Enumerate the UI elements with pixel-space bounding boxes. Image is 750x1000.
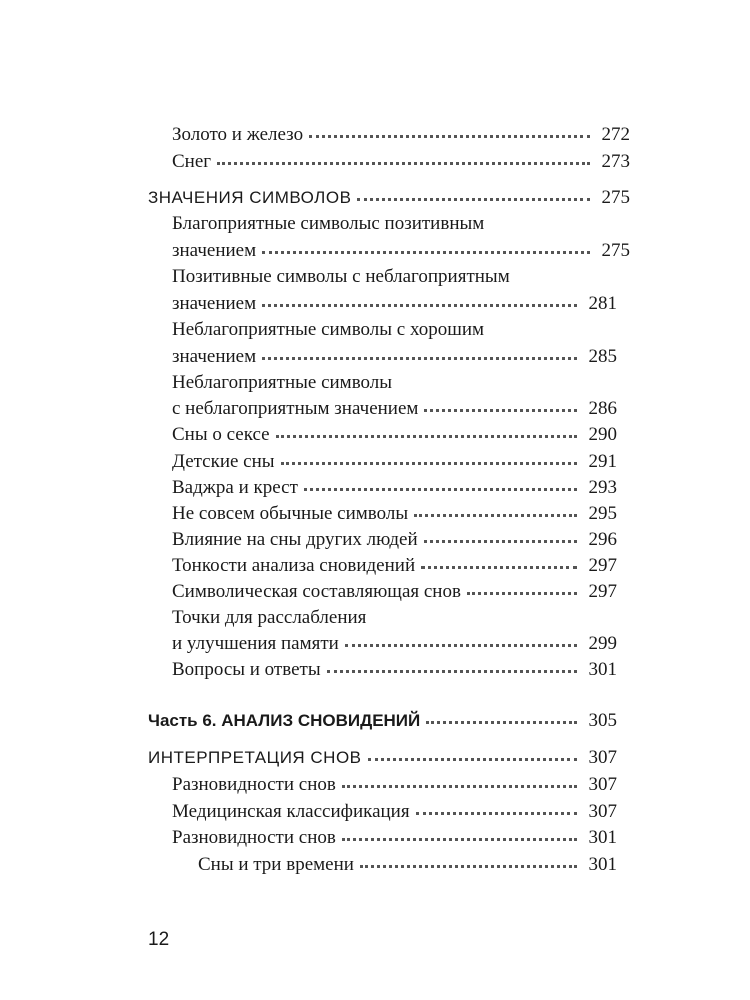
toc-entry[interactable] (172, 344, 617, 370)
toc-entry[interactable] (172, 527, 617, 553)
page-number: 12 (148, 929, 170, 950)
toc-entry[interactable] (172, 149, 630, 175)
toc-entry-title: значением (172, 346, 257, 367)
toc-entry-page: 301 (588, 854, 617, 875)
toc-entry-page: 307 (588, 774, 617, 795)
dot-leader (217, 162, 590, 165)
dot-leader (276, 435, 577, 438)
toc-entry-title: значением (172, 240, 257, 261)
dot-leader (342, 785, 577, 788)
toc-entry[interactable] (172, 579, 617, 605)
dot-leader (309, 135, 590, 138)
dot-leader (281, 462, 577, 465)
toc-section-heading[interactable] (148, 745, 617, 771)
toc-section-heading[interactable] (148, 185, 630, 211)
dot-leader (421, 566, 577, 569)
toc-entry-page: 275 (601, 187, 630, 208)
toc-entry[interactable] (198, 852, 617, 878)
dot-leader (345, 644, 577, 647)
toc-entry-page: 297 (588, 581, 617, 602)
toc-entry[interactable] (172, 291, 617, 317)
toc-entry-page: 295 (588, 503, 617, 524)
dot-leader (304, 488, 577, 491)
toc-part-heading[interactable] (148, 708, 617, 734)
toc-entry-title: Влияние на сны других людей (172, 529, 418, 550)
toc-entry[interactable] (172, 501, 617, 527)
toc-entry-title: ИНТЕРПРЕТАЦИЯ СНОВ (148, 748, 362, 767)
dot-leader (262, 357, 577, 360)
toc-entry-page: 273 (601, 151, 630, 172)
dot-leader (467, 592, 577, 595)
toc-entry-title: Детские сны (172, 451, 275, 472)
toc-entry-title: Сны и три времени (198, 854, 354, 875)
toc-entry-title: Не совсем обычные символы (172, 503, 409, 524)
toc-entry-page: 307 (588, 801, 617, 822)
toc-entry[interactable] (172, 657, 617, 683)
toc-entry-page: 285 (588, 346, 617, 367)
toc-entry-line1: Благоприятные символыс позитивным (172, 213, 485, 234)
toc-entry-title: и улучшения памяти (172, 633, 339, 654)
dot-leader (360, 865, 577, 868)
toc-entry-page: 307 (588, 747, 617, 768)
dot-leader (327, 670, 577, 673)
toc-entry[interactable] (172, 825, 617, 851)
dot-leader (426, 721, 577, 724)
toc-entry[interactable] (172, 122, 630, 148)
toc-entry-page: 281 (588, 293, 617, 314)
toc-entry-page: 286 (588, 398, 617, 419)
toc-entry-page: 301 (588, 827, 617, 848)
dot-leader (416, 812, 577, 815)
dot-leader (424, 409, 577, 412)
toc-entry-title: Символическая составляющая снов (172, 581, 461, 602)
toc-entry-page: 301 (588, 659, 617, 680)
toc-entry-title: Золото и железо (172, 124, 304, 145)
toc-entry[interactable] (172, 449, 617, 475)
toc-entry-title: Часть 6. АНАЛИЗ СНОВИДЕНИЙ (148, 711, 421, 730)
toc-entry-page: 291 (588, 451, 617, 472)
toc-entry[interactable] (172, 396, 617, 422)
toc-entry-page: 296 (588, 529, 617, 550)
toc-entry[interactable] (172, 631, 617, 657)
dot-leader (342, 838, 577, 841)
toc-entry-title: с неблагоприятным значением (172, 398, 419, 419)
toc-entry-line1: Неблагоприятные символы (172, 372, 393, 393)
dot-leader (424, 540, 577, 543)
toc-entry[interactable] (172, 772, 617, 798)
toc-entry-line1: Позитивные символы с неблагоприятным (172, 266, 510, 287)
toc-entry-line1: Неблагоприятные символы с хорошим (172, 319, 485, 340)
toc-entry[interactable] (172, 799, 617, 825)
dot-leader (414, 514, 577, 517)
toc-entry[interactable] (172, 238, 630, 264)
toc-entry-title: ЗНАЧЕНИЯ СИМВОЛОВ (148, 188, 352, 207)
toc-entry-title: значением (172, 293, 257, 314)
toc-entry-title: Медицинская классификация (172, 801, 410, 822)
dot-leader (262, 304, 577, 307)
toc-entry-title: Вопросы и ответы (172, 659, 321, 680)
dot-leader (368, 758, 577, 761)
dot-leader (357, 198, 590, 201)
toc-entry-title: Разновидности снов (172, 827, 336, 848)
toc-entry[interactable] (172, 422, 617, 448)
toc-entry-page: 297 (588, 555, 617, 576)
toc-entry-page: 290 (588, 424, 617, 445)
toc-entry-page: 293 (588, 477, 617, 498)
toc-entry-title: Ваджра и крест (172, 477, 298, 498)
toc-entry[interactable] (172, 475, 617, 501)
toc-entry-title: Тонкости анализа сновидений (172, 555, 416, 576)
toc-entry-line1: Точки для расслабления (172, 607, 367, 628)
dot-leader (262, 251, 590, 254)
toc-entry[interactable] (172, 553, 617, 579)
toc-entry-page: 299 (588, 633, 617, 654)
toc-entry-page: 275 (601, 240, 630, 261)
toc-entry-title: Сны о сексе (172, 424, 270, 445)
toc-entry-title: Разновидности снов (172, 774, 336, 795)
toc-entry-title: Снег (172, 151, 212, 172)
toc-entry-page: 305 (588, 710, 617, 731)
toc-entry-page: 272 (601, 124, 630, 145)
